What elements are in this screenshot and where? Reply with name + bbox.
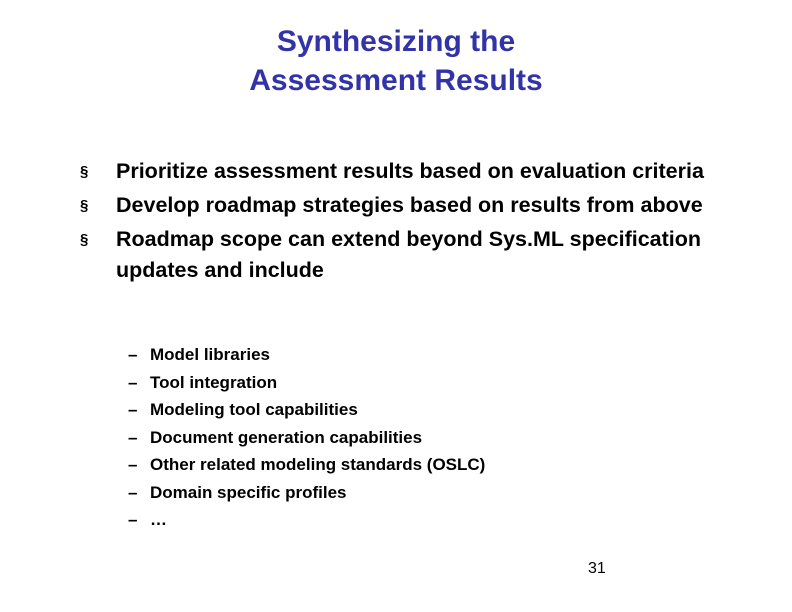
bullet-list [80, 156, 760, 289]
page-number: 31 [588, 560, 606, 577]
slide-title [0, 22, 792, 100]
sub-bullet-text: Domain specific profiles [150, 482, 347, 502]
bullet-marker-icon: § [80, 197, 89, 214]
bullet-text: Roadmap scope can extend beyond Sys.ML specification updates and include [116, 227, 702, 282]
dash-icon: – [128, 345, 138, 364]
bullet-marker-icon: § [80, 231, 89, 248]
sub-bullet-item [128, 479, 485, 507]
dash-icon: – [128, 400, 138, 419]
bullet-item [80, 156, 760, 187]
dash-icon: – [128, 482, 138, 502]
sub-bullet-item [128, 424, 485, 452]
sub-bullet-item [128, 506, 485, 534]
sub-bullet-list [128, 341, 485, 534]
slide-title-line-2: Assessment Results [249, 64, 543, 97]
bullet-item [80, 224, 760, 286]
sub-bullet-text: Modeling tool capabilities [150, 400, 358, 419]
sub-bullet-text: Other related modeling standards (OSLC) [150, 455, 486, 474]
sub-bullet-item [128, 369, 485, 397]
bullet-text: Develop roadmap strategies based on results from above [116, 193, 703, 217]
dash-icon: – [128, 427, 138, 447]
sub-bullet-item [128, 451, 485, 479]
sub-bullet-text: Model libraries [150, 345, 270, 364]
slide-title-line-1: Synthesizing the [276, 25, 516, 58]
sub-bullet-text: Tool integration [150, 372, 278, 392]
sub-bullet-item [128, 396, 485, 424]
dash-icon: – [128, 372, 138, 392]
bullet-text: Prioritize assessment results based on evaluation criteria [116, 159, 704, 183]
bullet-marker-icon: § [80, 163, 89, 180]
dash-icon: – [128, 510, 138, 529]
dash-icon: – [128, 455, 138, 474]
bullet-item [80, 190, 760, 221]
sub-bullet-text: … [150, 510, 167, 529]
sub-bullet-item [128, 341, 485, 369]
sub-bullet-text: Document generation capabilities [150, 427, 423, 447]
